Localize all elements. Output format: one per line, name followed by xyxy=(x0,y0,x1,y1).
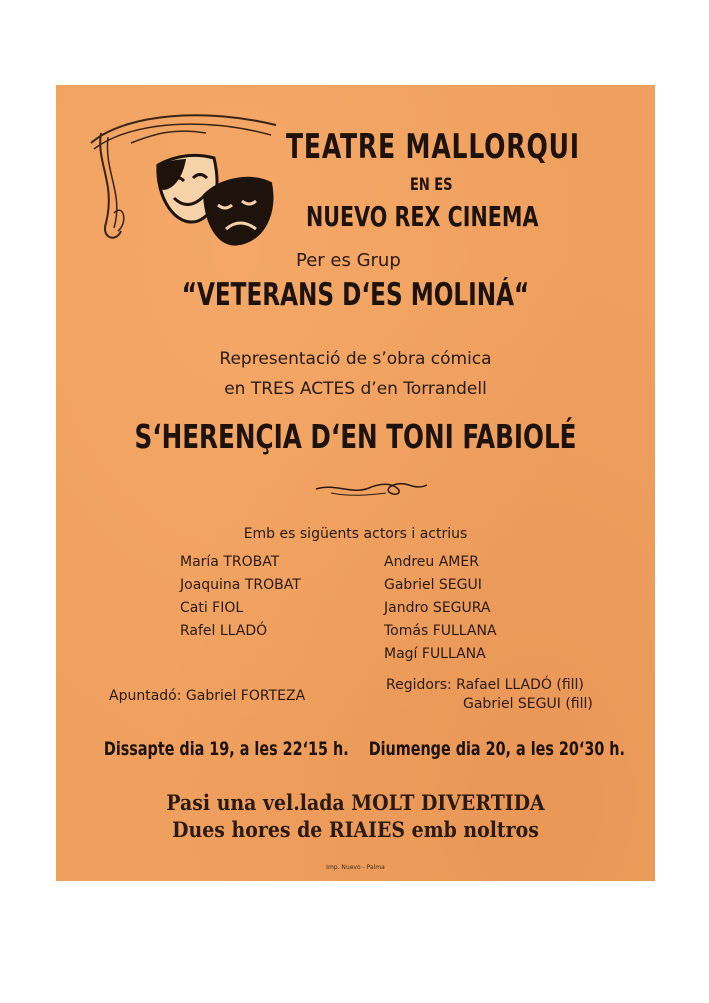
cast-member: Cati FIOL xyxy=(180,600,244,616)
cast-list-right xyxy=(384,551,497,666)
cast-member: Gabriel SEGUI xyxy=(384,577,482,593)
cast-member: Rafel LLADÓ xyxy=(180,623,268,639)
venue-preposition: EN ES xyxy=(410,175,453,195)
cast-member: Joaquina TROBAT xyxy=(180,577,301,593)
cast-member: María TROBAT xyxy=(180,554,280,570)
closing-line-2: Dues hores de RIAIES emb noltros xyxy=(172,817,539,842)
theatre-masks-icon xyxy=(86,103,296,248)
printer-imprint: Imp. Nuevo - Palma xyxy=(326,864,385,871)
theatre-name: TEATRE MALLORQUI xyxy=(286,127,580,167)
play-title: S‘HERENÇIA D‘EN TONI FABIOLÉ xyxy=(134,417,577,456)
closing-line-1: Pasi una vel.lada MOLT DIVERTIDA xyxy=(166,790,545,815)
performance-schedule: Dissapte dia 19, a les 22‘15 h. Diumenge dia 20, a les 20‘30 h. xyxy=(103,738,625,760)
cast-member: Tomás FULLANA xyxy=(384,623,497,639)
poster-sheet xyxy=(56,85,655,881)
cast-member: Andreu AMER xyxy=(384,554,479,570)
flourish-ornament-icon xyxy=(311,473,431,503)
cast-member: Magí FULLANA xyxy=(384,646,486,662)
cast-member: Jandro SEGURA xyxy=(384,600,491,616)
stage-managers-credit: Regidors: Rafael LLADÓ (fill) xyxy=(386,677,584,693)
group-name: “VETERANS D‘ES MOLINÁ“ xyxy=(181,277,530,313)
stage-managers-credit-2: Gabriel SEGUI (fill) xyxy=(463,696,593,712)
group-intro: Per es Grup xyxy=(296,250,401,271)
cast-list-left xyxy=(180,551,301,643)
venue-name: NUEVO REX CINEMA xyxy=(306,200,539,233)
cast-heading: Emb es sigüents actors i actrius xyxy=(243,526,468,542)
intro-line-1: Representació de s’obra cómica xyxy=(219,349,492,369)
intro-line-2: en TRES ACTES d’en Torrandell xyxy=(224,379,487,399)
prompter-credit: Apuntadó: Gabriel FORTEZA xyxy=(109,688,306,704)
